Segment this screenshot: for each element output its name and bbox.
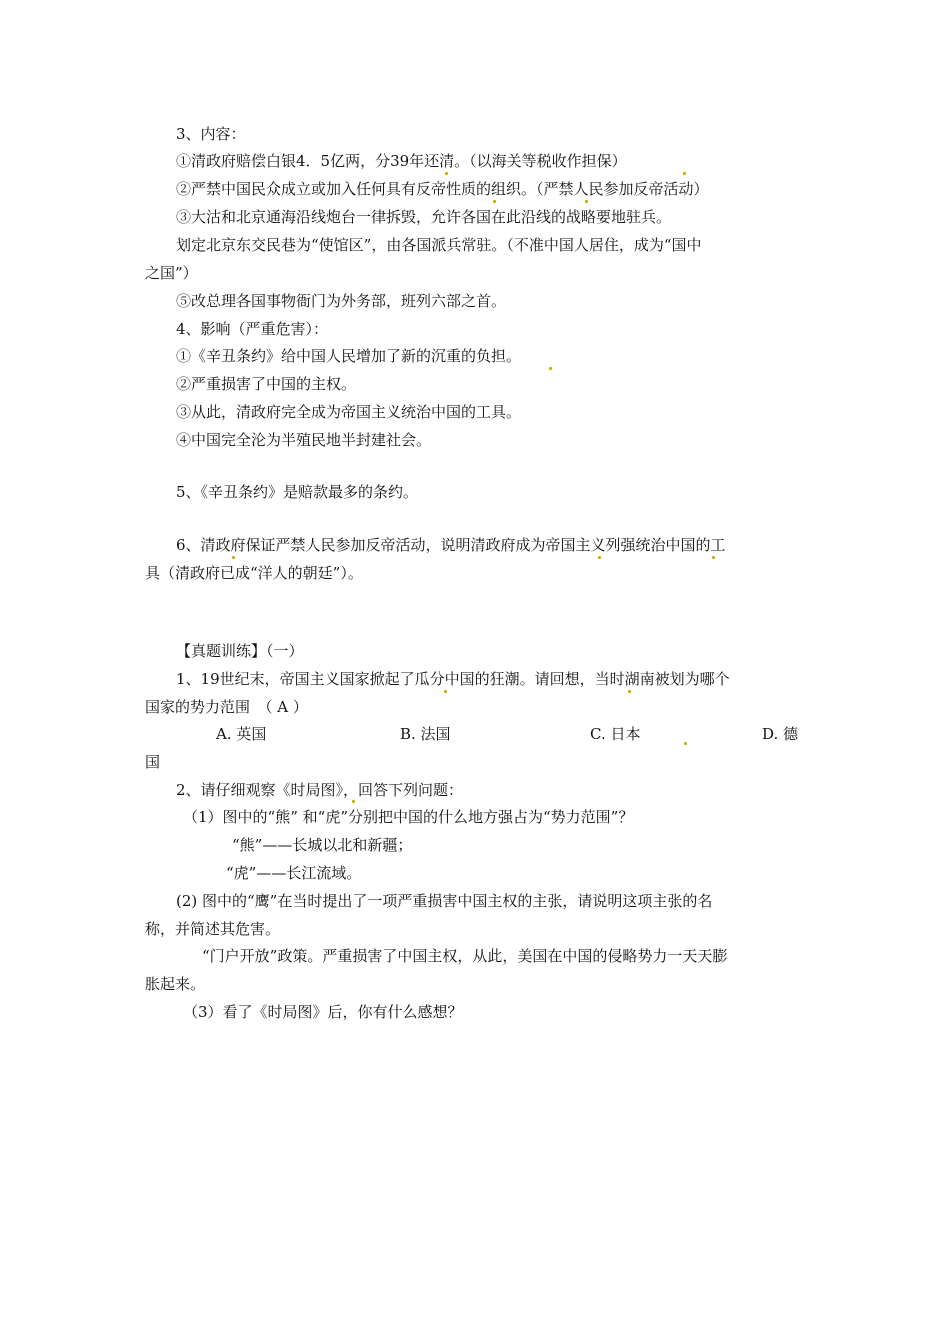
content-item-5: ⑤改总理各国事物衙门为外务部，班列六部之首。	[176, 292, 507, 310]
content-item-4-line-1: 划定北京东交民巷为“使馆区”，由各国派兵常驻。（不准中国人居住，成为“国中	[176, 236, 702, 254]
option-c: C. 日本	[590, 725, 641, 743]
content-item-1: ①清政府赔偿白银4．5亿两，分39年还清。（以海关等税收作担保）	[176, 152, 627, 170]
mark-dot	[549, 367, 552, 370]
question-2-part-1: （1）图中的“熊” 和“虎”分别把中国的什么地方强占为“势力范围”？	[183, 808, 634, 826]
question-2-part-2-answer-line-1: “门户开放”政策。严重损害了中国主权，从此，美国在中国的侵略势力一天天膨	[202, 947, 728, 965]
mark-dot	[628, 690, 631, 693]
question-1-line-1: 1、19世纪末，帝国主义国家掀起了瓜分中国的狂潮。请回想，当时湖南被划为哪个	[176, 670, 730, 688]
question-2: 2、请仔细观察《时局图》，回答下列问题：	[176, 781, 464, 799]
mark-dot	[598, 556, 601, 559]
mark-dot	[684, 742, 687, 745]
content-heading: 3、内容：	[176, 125, 246, 143]
content-item-2: ②严禁中国民众成立或加入任何具有反帝性质的组织。（严禁人民参加反帝活动）	[176, 180, 709, 198]
mark-dot	[712, 556, 715, 559]
practice-heading: 【真题训练】（一）	[176, 642, 304, 660]
mark-dot	[444, 690, 447, 693]
question-2-part-1-answer-2: “虎”——长江流域。	[226, 864, 362, 882]
point-5: 5、《辛丑条约》是赔款最多的条约。	[176, 483, 419, 501]
mark-dot	[585, 200, 588, 203]
question-2-part-1-answer-1: “熊”——长城以北和新疆；	[232, 836, 413, 854]
impact-item-4: ④中国完全沦为半殖民地半封建社会。	[176, 431, 432, 449]
point-6-line-2: 具（清政府已成“洋人的朝廷”）。	[145, 564, 363, 582]
option-a: A. 英国	[216, 725, 267, 743]
impact-item-1: ①《辛丑条约》给中国人民增加了新的沉重的负担。	[176, 347, 522, 365]
mark-dot	[445, 172, 448, 175]
impact-heading: 4、影响（严重危害）：	[176, 320, 329, 338]
option-d: D. 德	[762, 725, 799, 743]
option-d-wrap: 国	[145, 753, 161, 771]
question-2-part-2-line-2: 称，并简述其危害。	[145, 920, 281, 938]
option-b: B. 法国	[400, 725, 451, 743]
mark-dot	[493, 200, 496, 203]
question-1-line-2: 国家的势力范围 （ A ）	[145, 698, 308, 716]
mark-dot	[683, 172, 686, 175]
content-item-4-line-2: 之国”）	[145, 264, 198, 282]
question-2-part-2-answer-line-2: 胀起来。	[145, 975, 206, 993]
impact-item-2: ②严重损害了中国的主权。	[176, 375, 357, 393]
content-item-3: ③大沽和北京通海沿线炮台一律拆毁，允许各国在此沿线的战略要地驻兵。	[176, 208, 672, 226]
question-2-part-2-line-1: (2) 图中的“鹰”在当时提出了一项严重损害中国主权的主张，请说明这项主张的名	[176, 892, 713, 910]
mark-dot	[232, 556, 235, 559]
point-6-line-1: 6、清政府保证严禁人民参加反帝活动，说明清政府成为帝国主义列强统治中国的工	[176, 536, 726, 554]
mark-dot	[352, 800, 355, 803]
question-2-part-3: （3）看了《时局图》后，你有什么感想？	[183, 1003, 463, 1021]
impact-item-3: ③从此，清政府完全成为帝国主义统治中国的工具。	[176, 403, 522, 421]
